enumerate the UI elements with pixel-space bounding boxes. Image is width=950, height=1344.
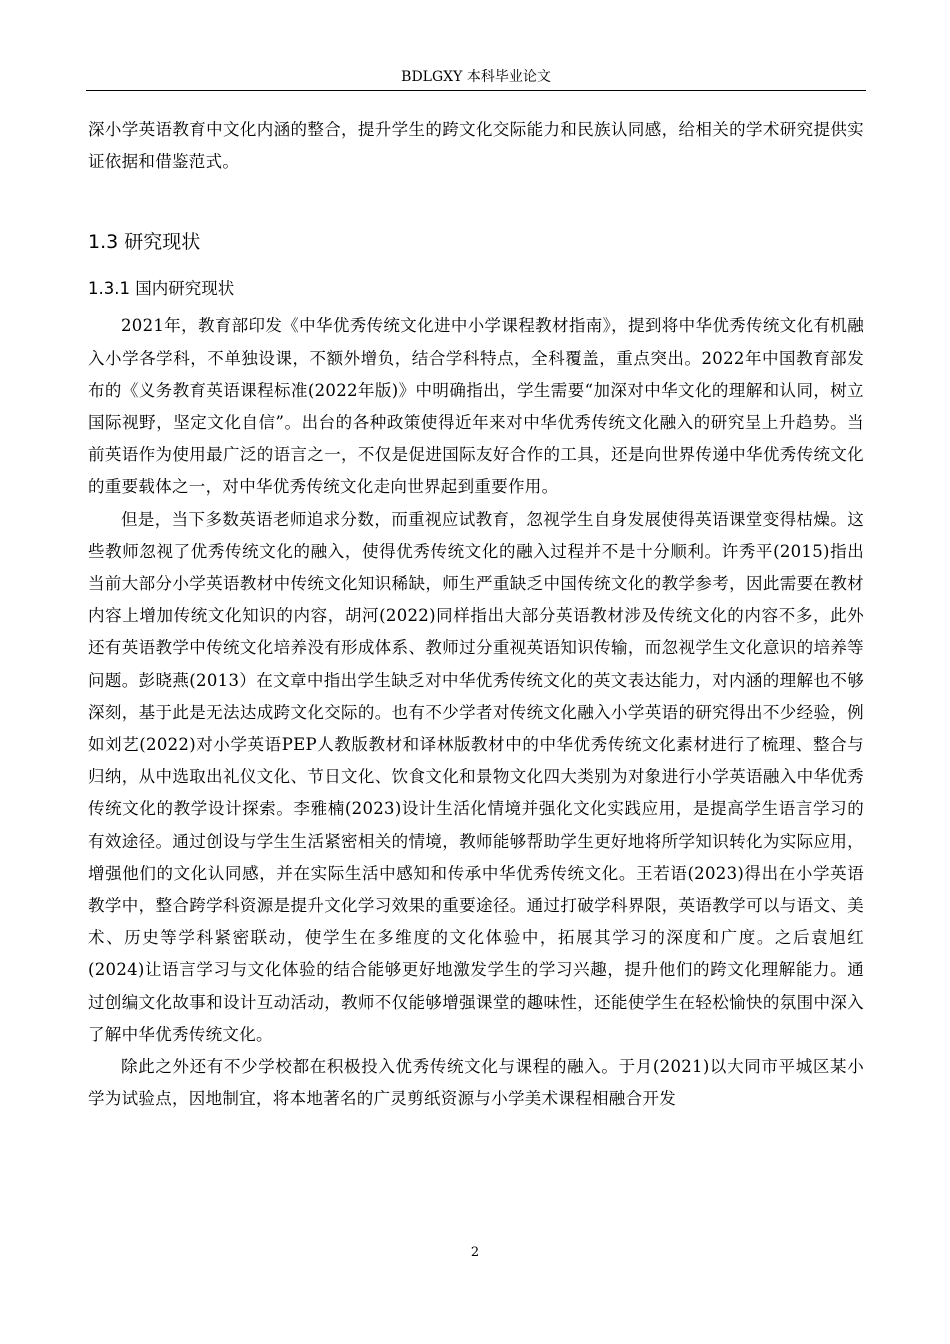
subsection-heading: 1.3.1 国内研究现状 [88, 279, 235, 299]
running-header: BDLGXY 本科毕业论文 [86, 64, 866, 91]
section-heading: 1.3 研究现状 [88, 231, 201, 254]
body-paragraph: 但是，当下多数英语老师追求分数，而重视应试教育，忽视学生自身发展使得英语课堂变得枯燥。这些教师忽视了优秀传统文化的融入，使得优秀传统文化的融入过程并不是十分顺利。许秀平(2015)指出当前大部分小学英语教材中传统文化知识稀缺，师生严重缺乏中国传统文化的教学参考，因此需要在教材内容上增加传统文化知识的内容，胡河(2022)同样指出大部分英语教材涉及传统文化的内容不多，此外还有英语教学中传统文化培养没有形成体系、教师过分重视英语知识传输，而忽视学生文化意识的培养等问题。彭晓燕(2013）在文章中指出学生缺乏对中华优秀传统文化的英文表达能力，对内涵的理解也不够深刻，基于此是无法达成跨文化交际的。也有不少学者对传统文化融入小学英语的研究得出不少经验，例如刘艺(2022)对小学英语PEP人教版教材和译林版教材中的中华优秀传统文化素材进行了梳理、整合与归纳，从中选取出礼仪文化、节日文化、饮食文化和景物文化四大类别为对象进行小学英语融入中华优秀传统文化的教学设计探索。李雅楠(2023)设计生活化情境并强化文化实践应用，是提高学生语言学习的有效途径。通过创设与学生生活紧密相关的情境，教师能够帮助学生更好地将所学知识转化为实际应用，增强他们的文化认同感，并在实际生活中感知和传承中华优秀传统文化。王若语(2023)得出在小学英语教学中，整合跨学科资源是提升文化学习效果的重要途径。通过打破学科界限，英语教学可以与语文、美术、历史等学科紧密联动，使学生在多维度的文化体验中，拓展其学习的深度和广度。之后袁旭红(2024)让语言学习与文化体验的结合能够更好地激发学生的学习兴趣，提升他们的跨文化理解能力。通过创编文化故事和设计互动活动，教师不仅能够增强课堂的趣味性，还能使学生在轻松愉快的氛围中深入了解中华优秀传统文化。 [88, 509, 864, 1044]
page-content [88, 114, 864, 1115]
continued-paragraph: 深小学英语教育中文化内涵的整合，提升学生的跨文化交际能力和民族认同感，给相关的学术研究提供实证依据和借鉴范式。 [88, 120, 864, 172]
body-paragraph: 2021年，教育部印发《中华优秀传统文化进中小学课程教材指南》，提到将中华优秀传统文化有机融入小学各学科，不单独设课，不额外增负，结合学科特点，全科覆盖，重点突出。2022年中国教育部发布的《义务教育英语课程标准(2022年版)》中明确指出，学生需要“加深对中华文化的理解和认同，树立国际视野，坚定文化自信”。出台的各种政策使得近年来对中华优秀传统文化融入的研究呈上升趋势。当前英语作为使用最广泛的语言之一，不仅是促进国际友好合作的工具，还是向世界传递中华优秀传统文化的重要载体之一，对中华优秀传统文化走向世界起到重要作用。 [88, 316, 864, 497]
body-paragraph: 除此之外还有不少学校都在积极投入优秀传统文化与课程的融入。于月(2021)以大同市平城区某小学为试验点，因地制宜，将本地著名的广灵剪纸资源与小学美术课程相融合开发 [88, 1057, 864, 1109]
page-number: 2 [470, 1245, 480, 1260]
